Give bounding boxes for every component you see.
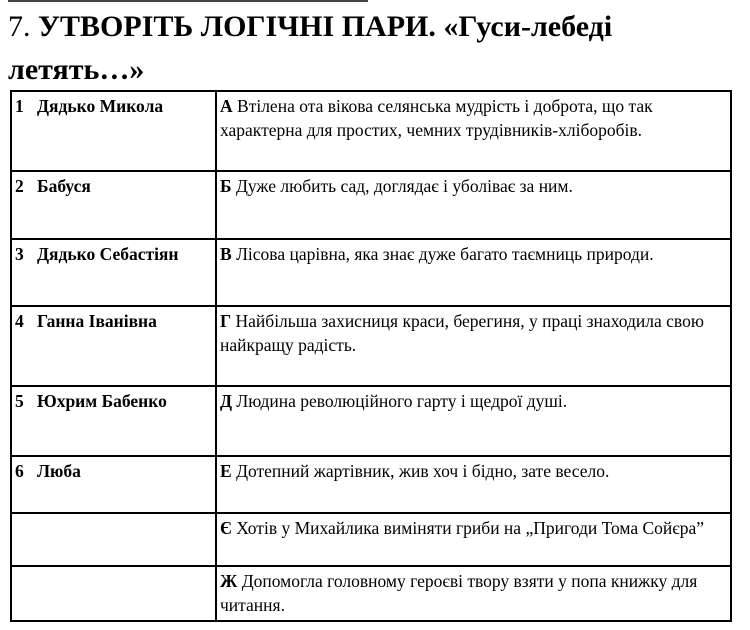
character-name: Люба xyxy=(37,461,81,481)
description-text: Найбільша захисниця краси, берегиня, у праці знаходила свою найкращу радість. xyxy=(220,311,704,355)
description-letter: А xyxy=(220,96,233,116)
table-row xyxy=(11,306,731,386)
table-row xyxy=(11,91,731,171)
character-cell xyxy=(11,306,216,386)
character-cell xyxy=(11,171,216,239)
character-cell xyxy=(11,91,216,171)
description-text: Людина революційного гарту і щедрої душі. xyxy=(236,391,568,411)
description-letter: Д xyxy=(220,391,233,411)
description-text: Втілена ота вікова селянська мудрість і доброта, що так характерна для простих, чемних трудівників-хліборобів. xyxy=(220,96,653,140)
description-text: Хотів у Михайлика виміняти гриби на „Пригоди Тома Сойєра” xyxy=(236,518,705,538)
description-cell xyxy=(216,386,731,456)
character-cell xyxy=(11,456,216,513)
character-name: Дядько Себастіян xyxy=(37,244,179,264)
table-row xyxy=(11,513,731,566)
description-letter: Є xyxy=(220,518,232,538)
description-letter: В xyxy=(220,244,232,264)
description-letter: Г xyxy=(220,311,232,331)
description-text: Дотепний жартівник, жив хоч і бідно, зате весело. xyxy=(236,461,610,481)
description-cell xyxy=(216,239,731,306)
cropped-previous-line xyxy=(8,0,388,4)
character-number: 5 xyxy=(15,391,24,411)
table-row xyxy=(11,566,731,621)
description-text: Допомогла головному героєві твору взяти у попа книжку для читання. xyxy=(220,571,698,615)
description-cell xyxy=(216,91,731,171)
table-row xyxy=(11,386,731,456)
task-title: 7. УТВОРІТЬ ЛОГІЧНІ ПАРИ. «Гуси-лебеді xyxy=(8,10,613,43)
description-cell xyxy=(216,566,731,621)
description-cell xyxy=(216,456,731,513)
matching-table xyxy=(10,90,732,622)
description-letter: Б xyxy=(220,176,232,196)
description-letter: Е xyxy=(220,461,232,481)
description-letter: Ж xyxy=(220,571,238,591)
description-cell xyxy=(216,306,731,386)
character-cell xyxy=(11,566,216,621)
character-cell xyxy=(11,239,216,306)
character-cell xyxy=(11,386,216,456)
character-number: 1 xyxy=(15,96,24,116)
description-text: Дуже любить сад, доглядає і уболіває за ним. xyxy=(235,176,573,196)
character-name: Юхрим Бабенко xyxy=(37,391,167,411)
character-name: Бабуся xyxy=(37,176,91,196)
character-name: Ганна Іванівна xyxy=(37,311,157,331)
table-row xyxy=(11,239,731,306)
description-cell xyxy=(216,513,731,566)
character-number: 4 xyxy=(15,311,24,331)
character-number: 3 xyxy=(15,244,24,264)
table-row xyxy=(11,456,731,513)
character-number: 2 xyxy=(15,176,24,196)
task-title-continuation: летять…» xyxy=(8,53,145,86)
character-name: Дядько Микола xyxy=(37,96,164,116)
character-number: 6 xyxy=(15,461,24,481)
table-row xyxy=(11,171,731,239)
description-cell xyxy=(216,171,731,239)
description-text: Лісова царівна, яка знає дуже багато таємниць природи. xyxy=(236,244,654,264)
character-cell xyxy=(11,513,216,566)
